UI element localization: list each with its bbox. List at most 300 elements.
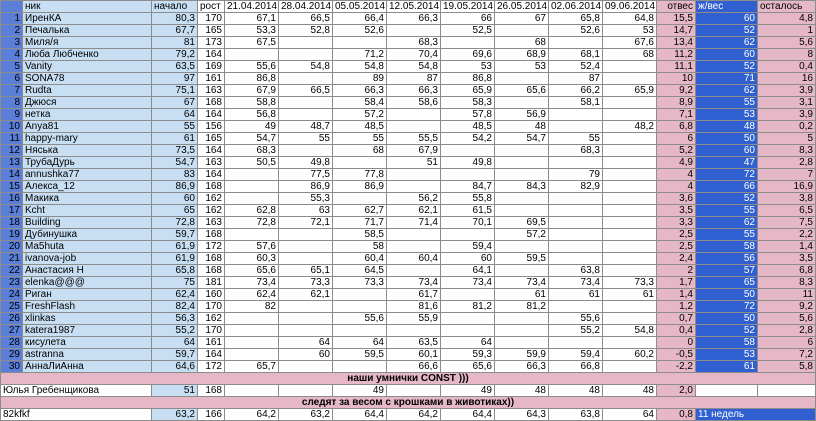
weight-cell[interactable] (225, 49, 279, 61)
weight-cell[interactable] (279, 49, 333, 61)
weight-cell[interactable]: 68 (603, 49, 657, 61)
weight-cell[interactable] (279, 73, 333, 85)
weight-cell[interactable]: 66,3 (387, 13, 441, 25)
target-weight-cell[interactable]: 62 (696, 37, 758, 49)
weight-cell[interactable] (225, 313, 279, 325)
weight-cell[interactable]: 73,4 (549, 277, 603, 289)
weight-cell[interactable]: 86,8 (441, 73, 495, 85)
height-cell[interactable]: 162 (198, 205, 225, 217)
row-number-cell[interactable]: 8 (1, 97, 23, 109)
weight-cell[interactable]: 68,3 (225, 145, 279, 157)
weight-cell[interactable]: 62,7 (333, 205, 387, 217)
start-weight-cell[interactable]: 64 (152, 337, 198, 349)
remaining-cell[interactable]: 11 (758, 289, 816, 301)
loss-cell[interactable]: 2 (657, 265, 696, 277)
weight-cell[interactable]: 66,5 (279, 85, 333, 97)
target-weight-cell[interactable]: 60 (696, 13, 758, 25)
height-cell[interactable]: 164 (198, 109, 225, 121)
weight-cell[interactable]: 65,7 (225, 361, 279, 373)
weight-cell[interactable]: 56,2 (387, 193, 441, 205)
height-cell[interactable]: 165 (198, 133, 225, 145)
start-weight-cell[interactable]: 86,9 (152, 181, 198, 193)
weight-cell[interactable] (549, 337, 603, 349)
weight-cell[interactable] (549, 157, 603, 169)
loss-cell[interactable]: 1,2 (657, 301, 696, 313)
weight-cell[interactable]: 64,2 (387, 409, 441, 421)
remaining-cell[interactable]: 2,8 (758, 325, 816, 337)
loss-cell[interactable]: 14,7 (657, 25, 696, 37)
start-weight-cell[interactable]: 65,8 (152, 265, 198, 277)
loss-cell[interactable]: 13,4 (657, 37, 696, 49)
weight-cell[interactable]: 48,7 (279, 121, 333, 133)
weight-cell[interactable] (603, 313, 657, 325)
weight-cell[interactable]: 55 (279, 133, 333, 145)
weight-cell[interactable]: 52,4 (549, 61, 603, 73)
weight-cell[interactable]: 81,2 (495, 301, 549, 313)
target-weight-cell[interactable]: 50 (696, 133, 758, 145)
weight-cell[interactable]: 67,9 (225, 85, 279, 97)
remaining-cell[interactable]: 7,5 (758, 217, 816, 229)
weight-cell[interactable] (333, 289, 387, 301)
weight-cell[interactable]: 87 (387, 73, 441, 85)
weight-cell[interactable]: 53 (495, 61, 549, 73)
target-weight-cell[interactable]: 56 (696, 253, 758, 265)
weight-cell[interactable]: 58 (333, 241, 387, 253)
start-weight-cell[interactable]: 79,2 (152, 49, 198, 61)
weight-cell[interactable]: 65,9 (603, 85, 657, 97)
nick-cell[interactable]: ИренКА (23, 13, 152, 25)
loss-cell[interactable]: 3,5 (657, 205, 696, 217)
weight-cell[interactable]: 54,8 (333, 61, 387, 73)
height-cell[interactable]: 164 (198, 349, 225, 361)
weight-cell[interactable] (333, 157, 387, 169)
weight-cell[interactable] (225, 349, 279, 361)
weight-cell[interactable]: 58,5 (333, 229, 387, 241)
height-cell[interactable]: 168 (198, 97, 225, 109)
remaining-cell[interactable]: 9,2 (758, 301, 816, 313)
weight-cell[interactable]: 54,8 (387, 61, 441, 73)
height-cell[interactable]: 166 (198, 409, 225, 421)
remaining-cell[interactable]: 5,8 (758, 361, 816, 373)
weight-cell[interactable]: 49 (225, 121, 279, 133)
start-weight-cell[interactable]: 64 (152, 109, 198, 121)
weight-cell[interactable] (387, 181, 441, 193)
weight-cell[interactable]: 62,4 (225, 289, 279, 301)
target-weight-cell[interactable]: 57 (696, 265, 758, 277)
header-cell-date[interactable]: 12.05.2014 (387, 1, 441, 13)
weight-cell[interactable]: 58,6 (387, 97, 441, 109)
nick-cell[interactable]: katera1987 (23, 325, 152, 337)
nick-cell[interactable]: FreshFlash (23, 301, 152, 313)
weight-cell[interactable]: 55,8 (441, 193, 495, 205)
start-weight-cell[interactable]: 60 (152, 193, 198, 205)
start-weight-cell[interactable]: 80,3 (152, 13, 198, 25)
weight-cell[interactable] (495, 157, 549, 169)
weight-cell[interactable]: 56,9 (495, 109, 549, 121)
weight-cell[interactable]: 64,3 (495, 409, 549, 421)
weight-cell[interactable]: 63,5 (387, 337, 441, 349)
weight-cell[interactable]: 64,2 (225, 409, 279, 421)
nick-cell[interactable]: happy-mary (23, 133, 152, 145)
weight-cell[interactable]: 64,4 (333, 409, 387, 421)
target-weight-cell[interactable]: 55 (696, 229, 758, 241)
nick-cell[interactable]: ivanova-job (23, 253, 152, 265)
weight-cell[interactable]: 86,8 (225, 73, 279, 85)
weight-cell[interactable] (225, 325, 279, 337)
weight-cell[interactable]: 59,3 (441, 349, 495, 361)
weight-cell[interactable]: 66,6 (387, 361, 441, 373)
weight-cell[interactable]: 66,3 (333, 85, 387, 97)
loss-cell[interactable]: 2,4 (657, 253, 696, 265)
weight-cell[interactable] (333, 361, 387, 373)
weight-cell[interactable] (549, 253, 603, 265)
start-weight-cell[interactable]: 64,6 (152, 361, 198, 373)
weight-cell[interactable]: 82 (225, 301, 279, 313)
start-weight-cell[interactable]: 73,5 (152, 145, 198, 157)
row-number-cell[interactable]: 4 (1, 49, 23, 61)
weight-cell[interactable] (495, 205, 549, 217)
row-number-cell[interactable]: 2 (1, 25, 23, 37)
remaining-cell[interactable]: 8 (758, 49, 816, 61)
weight-cell[interactable] (603, 145, 657, 157)
height-cell[interactable]: 170 (198, 301, 225, 313)
target-weight-cell[interactable]: 52 (696, 61, 758, 73)
weight-cell[interactable]: 61 (603, 289, 657, 301)
weight-cell[interactable]: 68,3 (549, 145, 603, 157)
start-weight-cell[interactable]: 55 (152, 121, 198, 133)
nick-cell[interactable]: elenka@@@ (23, 277, 152, 289)
row-number-cell[interactable]: 14 (1, 169, 23, 181)
loss-cell[interactable]: 4 (657, 169, 696, 181)
target-weight-cell[interactable]: 53 (696, 109, 758, 121)
target-weight-cell[interactable]: 65 (696, 277, 758, 289)
weight-cell[interactable]: 54,7 (495, 133, 549, 145)
weight-cell[interactable]: 55,9 (387, 313, 441, 325)
nick-cell[interactable]: annushka77 (23, 169, 152, 181)
remaining-cell[interactable]: 0,2 (758, 121, 816, 133)
weight-cell[interactable]: 71,4 (387, 217, 441, 229)
remaining-cell[interactable] (758, 385, 816, 397)
weight-cell[interactable]: 55,3 (279, 193, 333, 205)
nick-cell[interactable]: Ma5huta (23, 241, 152, 253)
weight-cell[interactable]: 71,2 (333, 49, 387, 61)
weight-cell[interactable]: 69,5 (495, 217, 549, 229)
start-weight-cell[interactable]: 75,1 (152, 85, 198, 97)
weight-cell[interactable]: 73,3 (279, 277, 333, 289)
weight-cell[interactable] (279, 241, 333, 253)
weight-cell[interactable] (603, 181, 657, 193)
height-cell[interactable]: 162 (198, 313, 225, 325)
remaining-cell[interactable]: 7,2 (758, 349, 816, 361)
weight-cell[interactable] (549, 37, 603, 49)
remaining-cell[interactable]: 3,1 (758, 97, 816, 109)
weight-cell[interactable]: 59,9 (495, 349, 549, 361)
start-weight-cell[interactable]: 62,4 (152, 289, 198, 301)
target-weight-cell[interactable]: 60 (696, 145, 758, 157)
height-cell[interactable]: 168 (198, 253, 225, 265)
weight-cell[interactable]: 73,4 (495, 277, 549, 289)
weight-cell[interactable]: 66 (441, 13, 495, 25)
weight-cell[interactable]: 64,5 (333, 265, 387, 277)
height-cell[interactable]: 163 (198, 85, 225, 97)
height-cell[interactable]: 163 (198, 217, 225, 229)
weight-cell[interactable] (387, 325, 441, 337)
remaining-cell[interactable]: 3,8 (758, 193, 816, 205)
nick-cell[interactable]: Алекса_12 (23, 181, 152, 193)
nick-cell[interactable]: Kcht (23, 205, 152, 217)
start-weight-cell[interactable]: 67 (152, 97, 198, 109)
weight-cell[interactable] (387, 385, 441, 397)
start-weight-cell[interactable]: 75 (152, 277, 198, 289)
weight-cell[interactable] (603, 229, 657, 241)
weight-cell[interactable] (495, 97, 549, 109)
weight-cell[interactable]: 49,8 (441, 157, 495, 169)
row-number-cell[interactable]: 1 (1, 13, 23, 25)
weight-cell[interactable] (279, 313, 333, 325)
target-weight-cell[interactable]: 62 (696, 85, 758, 97)
remaining-cell[interactable]: 5,6 (758, 313, 816, 325)
start-weight-cell[interactable]: 63,2 (152, 409, 198, 421)
loss-cell[interactable]: 11,2 (657, 49, 696, 61)
header-cell-fat[interactable]: ж/вес (696, 1, 758, 13)
start-weight-cell[interactable]: 81 (152, 37, 198, 49)
weight-cell[interactable] (603, 241, 657, 253)
height-cell[interactable]: 161 (198, 337, 225, 349)
row-number-cell[interactable]: 9 (1, 109, 23, 121)
weight-cell[interactable] (333, 325, 387, 337)
weight-cell[interactable]: 63 (279, 205, 333, 217)
weight-cell[interactable] (603, 157, 657, 169)
weight-cell[interactable]: 54,7 (225, 133, 279, 145)
weight-cell[interactable]: 62,1 (387, 205, 441, 217)
loss-cell[interactable]: 10 (657, 73, 696, 85)
weight-cell[interactable] (495, 25, 549, 37)
nick-cell[interactable]: ТрубаДурь (23, 157, 152, 169)
target-weight-cell[interactable]: 62 (696, 217, 758, 229)
weight-cell[interactable]: 64 (441, 337, 495, 349)
nick-cell[interactable]: Миля/я (23, 37, 152, 49)
nick-cell[interactable]: Риган (23, 289, 152, 301)
target-weight-cell[interactable]: 58 (696, 337, 758, 349)
weight-cell[interactable]: 68,9 (495, 49, 549, 61)
remaining-cell[interactable]: 7 (758, 169, 816, 181)
weight-cell[interactable] (441, 169, 495, 181)
weight-cell[interactable] (225, 385, 279, 397)
height-cell[interactable]: 164 (198, 145, 225, 157)
weight-cell[interactable]: 52,6 (333, 25, 387, 37)
header-cell-date[interactable]: 02.06.2014 (549, 1, 603, 13)
start-weight-cell[interactable]: 61,9 (152, 253, 198, 265)
row-number-cell[interactable]: 28 (1, 337, 23, 349)
weight-cell[interactable]: 64 (333, 337, 387, 349)
weight-cell[interactable]: 67,1 (225, 13, 279, 25)
weight-cell[interactable]: 49 (441, 385, 495, 397)
weight-cell[interactable] (279, 145, 333, 157)
weight-cell[interactable]: 84,7 (441, 181, 495, 193)
height-cell[interactable]: 163 (198, 157, 225, 169)
weight-cell[interactable]: 73,3 (603, 277, 657, 289)
weight-cell[interactable]: 79 (549, 169, 603, 181)
weight-cell[interactable]: 59,4 (441, 241, 495, 253)
weight-cell[interactable] (549, 193, 603, 205)
weight-cell[interactable] (549, 241, 603, 253)
weight-cell[interactable]: 81,6 (387, 301, 441, 313)
remaining-cell[interactable]: 16 (758, 73, 816, 85)
header-cell-date[interactable]: 26.05.2014 (495, 1, 549, 13)
remaining-cell[interactable]: 5,6 (758, 37, 816, 49)
nick-cell[interactable]: Печалька (23, 25, 152, 37)
start-weight-cell[interactable]: 59,7 (152, 349, 198, 361)
remaining-cell[interactable]: 4,8 (758, 13, 816, 25)
weight-cell[interactable] (441, 313, 495, 325)
weight-cell[interactable]: 50,5 (225, 157, 279, 169)
weight-cell[interactable] (603, 361, 657, 373)
header-cell-date[interactable]: 05.05.2014 (333, 1, 387, 13)
weight-cell[interactable]: 54,8 (603, 325, 657, 337)
target-weight-cell[interactable]: 55 (696, 205, 758, 217)
weight-cell[interactable] (387, 121, 441, 133)
height-cell[interactable]: 168 (198, 265, 225, 277)
weight-cell[interactable] (279, 253, 333, 265)
row-number-cell[interactable]: 26 (1, 313, 23, 325)
height-cell[interactable]: 170 (198, 13, 225, 25)
weight-cell[interactable]: 67,6 (603, 37, 657, 49)
row-number-cell[interactable]: 12 (1, 145, 23, 157)
row-number-cell[interactable]: 10 (1, 121, 23, 133)
weight-cell[interactable]: 73,4 (387, 277, 441, 289)
target-weight-cell[interactable]: 52 (696, 325, 758, 337)
weight-cell[interactable] (387, 229, 441, 241)
weight-cell[interactable]: 52,8 (279, 25, 333, 37)
weight-cell[interactable] (441, 37, 495, 49)
nick-cell[interactable]: Rudta (23, 85, 152, 97)
weight-cell[interactable]: 64,1 (441, 265, 495, 277)
header-cell-date[interactable]: 09.06.2014 (603, 1, 657, 13)
weight-cell[interactable]: 57,8 (441, 109, 495, 121)
weight-cell[interactable] (603, 217, 657, 229)
weight-cell[interactable]: 60 (441, 253, 495, 265)
height-cell[interactable]: 172 (198, 361, 225, 373)
weight-cell[interactable]: 55 (333, 133, 387, 145)
weight-cell[interactable]: 73,4 (441, 277, 495, 289)
weight-cell[interactable]: 61,5 (441, 205, 495, 217)
nick-cell[interactable]: Макика (23, 193, 152, 205)
start-weight-cell[interactable]: 67,7 (152, 25, 198, 37)
remaining-cell[interactable]: 3,9 (758, 109, 816, 121)
weight-cell[interactable]: 70,4 (387, 49, 441, 61)
height-cell[interactable]: 173 (198, 37, 225, 49)
weight-cell[interactable]: 67 (495, 13, 549, 25)
weight-cell[interactable]: 65,1 (279, 265, 333, 277)
weight-cell[interactable]: 86,9 (279, 181, 333, 193)
height-cell[interactable]: 164 (198, 169, 225, 181)
row-number-cell[interactable]: 29 (1, 349, 23, 361)
weight-cell[interactable] (279, 385, 333, 397)
loss-cell[interactable]: 0 (657, 337, 696, 349)
weight-cell[interactable]: 60,2 (603, 349, 657, 361)
weight-cell[interactable] (225, 337, 279, 349)
row-number-cell[interactable]: 5 (1, 61, 23, 73)
nick-cell[interactable]: кисулета (23, 337, 152, 349)
weight-cell[interactable]: 81,2 (441, 301, 495, 313)
weight-cell[interactable] (603, 337, 657, 349)
row-number-cell[interactable]: 22 (1, 265, 23, 277)
row-number-cell[interactable]: 15 (1, 181, 23, 193)
header-cell-nick[interactable]: ник (23, 1, 152, 13)
header-cell-loss[interactable]: отвес (657, 1, 696, 13)
weight-cell[interactable]: 64 (279, 337, 333, 349)
weight-cell[interactable] (603, 205, 657, 217)
nick-cell[interactable]: xlinkas (23, 313, 152, 325)
weight-cell[interactable]: 69,6 (441, 49, 495, 61)
loss-cell[interactable]: 6,8 (657, 121, 696, 133)
loss-cell[interactable]: 6 (657, 133, 696, 145)
weight-cell[interactable] (549, 121, 603, 133)
loss-cell[interactable]: 0,7 (657, 313, 696, 325)
remaining-cell[interactable]: 16,9 (758, 181, 816, 193)
weight-cell[interactable]: 55 (549, 133, 603, 145)
loss-cell[interactable]: -0,5 (657, 349, 696, 361)
row-number-cell[interactable]: 13 (1, 157, 23, 169)
weight-cell[interactable]: 48 (495, 385, 549, 397)
last-nick-cell[interactable]: 82kfkf (1, 409, 152, 421)
row-number-cell[interactable]: 3 (1, 37, 23, 49)
loss-cell[interactable]: 9,2 (657, 85, 696, 97)
weight-cell[interactable]: 77,8 (333, 169, 387, 181)
nick-cell[interactable]: Няська (23, 145, 152, 157)
row-number-cell[interactable]: 6 (1, 73, 23, 85)
loss-cell[interactable]: 2,5 (657, 229, 696, 241)
weight-cell[interactable] (279, 97, 333, 109)
weight-cell[interactable] (495, 337, 549, 349)
weight-cell[interactable] (603, 73, 657, 85)
weight-cell[interactable] (549, 217, 603, 229)
weight-cell[interactable]: 58,1 (549, 97, 603, 109)
weight-cell[interactable] (495, 241, 549, 253)
height-cell[interactable]: 162 (198, 193, 225, 205)
target-weight-cell[interactable]: 48 (696, 121, 758, 133)
row-number-cell[interactable]: 16 (1, 193, 23, 205)
weight-cell[interactable] (225, 229, 279, 241)
weight-cell[interactable] (225, 181, 279, 193)
weight-cell[interactable]: 53 (441, 61, 495, 73)
target-weight-cell[interactable]: 71 (696, 73, 758, 85)
weight-cell[interactable]: 66,3 (495, 361, 549, 373)
start-weight-cell[interactable]: 59,7 (152, 229, 198, 241)
weight-cell[interactable] (549, 205, 603, 217)
weight-cell[interactable] (441, 229, 495, 241)
target-weight-cell[interactable]: 60 (696, 49, 758, 61)
row-number-cell[interactable]: 7 (1, 85, 23, 97)
weight-cell[interactable] (495, 169, 549, 181)
target-weight-cell[interactable] (696, 385, 758, 397)
nick-cell[interactable]: Анастасия Н (23, 265, 152, 277)
weight-cell[interactable] (333, 193, 387, 205)
weight-cell[interactable]: 48,5 (441, 121, 495, 133)
weight-cell[interactable] (549, 109, 603, 121)
special-nick-cell[interactable]: Юлья Гребенщикова (1, 385, 152, 397)
remaining-cell[interactable]: 2,2 (758, 229, 816, 241)
weight-cell[interactable]: 54,8 (279, 61, 333, 73)
weight-cell[interactable]: 68 (333, 145, 387, 157)
remaining-cell[interactable]: 2,8 (758, 157, 816, 169)
weight-cell[interactable]: 49,8 (279, 157, 333, 169)
weight-cell[interactable]: 58,8 (225, 97, 279, 109)
target-weight-cell[interactable]: 72 (696, 169, 758, 181)
weight-cell[interactable] (603, 265, 657, 277)
weight-cell[interactable] (603, 253, 657, 265)
weight-cell[interactable]: 57,2 (333, 109, 387, 121)
